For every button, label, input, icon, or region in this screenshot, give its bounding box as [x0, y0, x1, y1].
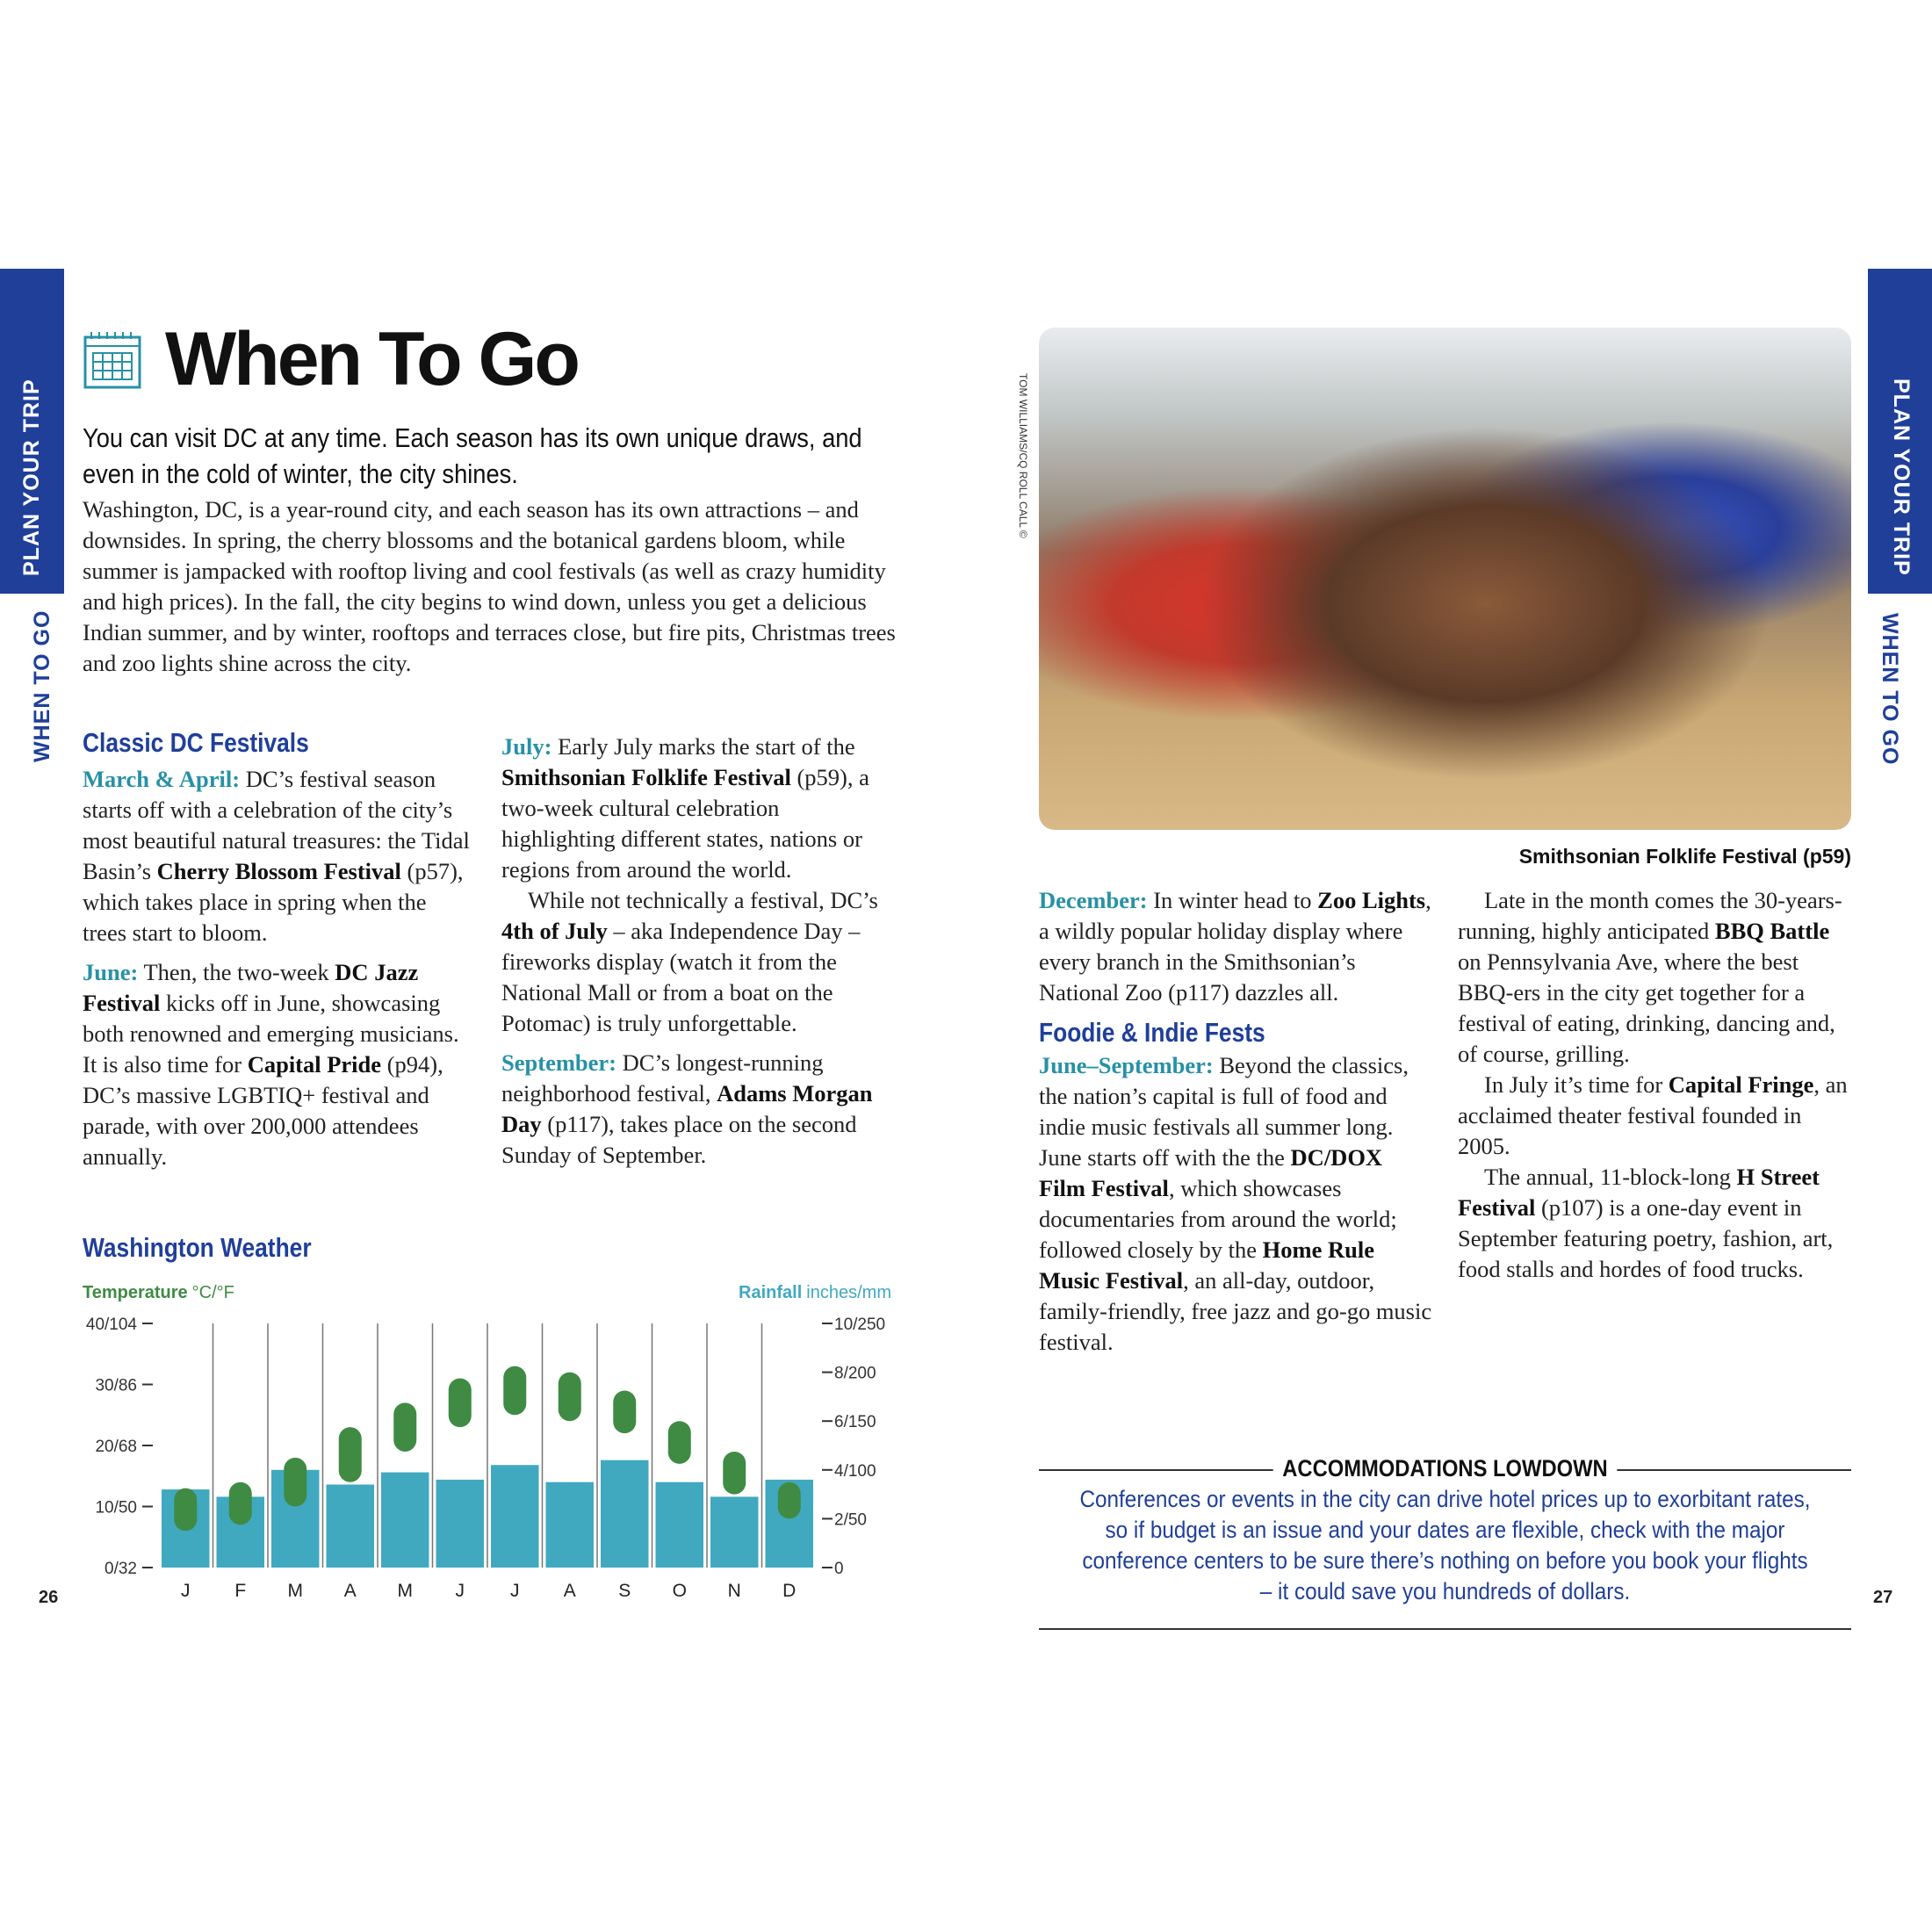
- rainfall-bar: [491, 1465, 539, 1568]
- temperature-legend: Temperature °C/°F: [83, 1283, 234, 1302]
- text-run: (p107) is a one-day event in September featuring poetry, fashion, art, food stalls and hordes of food trucks.: [1458, 1194, 1834, 1282]
- temperature-range: [393, 1402, 416, 1452]
- month-label: A: [343, 1581, 357, 1601]
- temperature-range: [778, 1482, 801, 1519]
- paragraph-lead: June–September:: [1039, 1052, 1214, 1078]
- text-run: (p59), a two-week cultural celebration highlighting different states, nations or regions from around the world.: [501, 764, 869, 883]
- rainfall-bar: [601, 1460, 649, 1568]
- bold-term: Zoo Lights: [1317, 887, 1426, 913]
- month-label: D: [782, 1581, 797, 1601]
- bold-term: Home Rule Music Festival: [1039, 1236, 1374, 1294]
- festival-paragraph: [1039, 1050, 1434, 1358]
- festival-paragraph: [1039, 885, 1434, 1008]
- text-run: kicks off in June, showcasing both renowned and emerging musicians. It is also time for: [83, 990, 459, 1078]
- text-run: (p117), takes place on the second Sunday of September.: [501, 1111, 857, 1168]
- weather-chart: [70, 1273, 913, 1616]
- month-label: O: [672, 1581, 687, 1601]
- rainfall-bar: [381, 1473, 429, 1568]
- section-tab-label: PLAN YOUR TRIP: [19, 378, 44, 576]
- festival-paragraph: [83, 764, 473, 948]
- photo-caption: Smithsonian Folklife Festival (p59): [1518, 845, 1851, 868]
- temp-tick-label: 20/68: [95, 1438, 137, 1456]
- text-run: While not technically a festival, DC’s: [528, 887, 878, 913]
- text-run: on Pennsylvania Ave, where the best BBQ-ers in the city get together for a festival of eating, drinking, dancing and, of course, grilling.: [1458, 948, 1835, 1067]
- text-run: The annual, 11-block-long: [1484, 1164, 1737, 1190]
- calendar-icon: [83, 330, 142, 390]
- month-label: J: [181, 1581, 191, 1601]
- festival-paragraph: [83, 957, 473, 1172]
- temperature-range: [339, 1427, 362, 1482]
- bold-term: Capital Fringe: [1668, 1071, 1814, 1098]
- temperature-range: [229, 1482, 252, 1525]
- temperature-range: [284, 1458, 306, 1507]
- chapter-tab-label: WHEN TO GO: [1878, 613, 1902, 766]
- text-run: In July it’s time for: [1484, 1071, 1669, 1098]
- festival-photo: [1039, 328, 1851, 830]
- paragraph-lead: June:: [83, 959, 139, 985]
- text-run: , an acclaimed theater festival founded in 2005.: [1458, 1071, 1848, 1159]
- temperature-range: [668, 1421, 691, 1464]
- rainfall-bar: [436, 1480, 485, 1568]
- bold-term: DC Jazz Festival: [83, 959, 419, 1016]
- festival-paragraph: [501, 1048, 897, 1171]
- rainfall-legend: Rainfall inches/mm: [739, 1283, 891, 1302]
- divider: [1039, 1628, 1851, 1630]
- section-tab-left: [0, 269, 64, 594]
- temperature-range: [613, 1390, 636, 1433]
- paragraph-lead: December:: [1039, 887, 1148, 913]
- bold-term: BBQ Battle: [1714, 918, 1830, 944]
- temperature-range: [559, 1373, 581, 1422]
- rain-tick-label: 6/150: [834, 1413, 876, 1432]
- festival-paragraph: [1458, 1070, 1853, 1162]
- text-run: , an all-day, outdoor, family-friendly, free jazz and go-go music festival.: [1039, 1267, 1432, 1355]
- rain-tick-label: 8/200: [834, 1364, 876, 1383]
- festival-paragraph: [1458, 1162, 1853, 1285]
- month-label: F: [234, 1581, 247, 1601]
- month-label: M: [397, 1581, 413, 1601]
- rain-tick-label: 2/50: [834, 1510, 867, 1530]
- temperature-range: [174, 1489, 197, 1532]
- text-run: DC’s festival season starts off with a celebration of the city’s most beautiful natural treasures: the Tidal Basin’s: [83, 766, 470, 884]
- festival-paragraph: [501, 885, 897, 1039]
- accommodations-text: Conferences or events in the city can drive hotel prices up to exorbitant rates, so if budget is an issue and your dates are flexible, check with the major conference centers to be sure there’s nothing on before you book your flights – it could save you hundreds of dollars.: [1079, 1486, 1811, 1604]
- rainfall-bar: [656, 1482, 704, 1568]
- rain-tick-label: 10/250: [834, 1316, 886, 1334]
- month-label: N: [727, 1581, 741, 1601]
- page-number: 27: [1873, 1588, 1893, 1607]
- section-tab-right: [1868, 269, 1932, 594]
- month-label: J: [510, 1581, 520, 1601]
- month-label: J: [455, 1581, 465, 1601]
- temp-tick-label: 10/50: [95, 1498, 137, 1517]
- accommodations-title: ACCOMMODATIONS LOWDOWN: [1273, 1455, 1618, 1482]
- text-run: Then, the two-week: [138, 959, 335, 985]
- text-run: Beyond the classics, the nation’s capital is full of food and indie music festivals all summer long. June starts off with the the: [1039, 1052, 1409, 1171]
- accommodations-box-title: [1039, 1455, 1851, 1482]
- section-tab-label: PLAN YOUR TRIP: [1889, 378, 1914, 576]
- intro-text: You can visit DC at any time. Each season has its own unique draws, and even in the cold of winter, the city shines.: [83, 422, 862, 489]
- rainfall-bar: [546, 1482, 595, 1568]
- text-run: – aka Independence Day – fireworks display (watch it from the National Mall or from a boat on the Potomac) is truly unforgettable.: [501, 918, 861, 1036]
- bold-term: Cherry Blossom Festival: [156, 858, 401, 884]
- text-run: DC’s longest-running neighborhood festival,: [501, 1049, 824, 1107]
- temp-tick-label: 40/104: [85, 1316, 137, 1334]
- text-run: Late in the month comes the 30-years-running, highly anticipated: [1458, 887, 1842, 944]
- text-run: Early July marks the start of the: [551, 733, 855, 760]
- paragraph-lead: September:: [501, 1049, 616, 1076]
- temperature-range: [503, 1366, 526, 1416]
- temperature-range: [449, 1379, 472, 1428]
- weather-heading: Washington Weather: [83, 1232, 312, 1263]
- page-title: When To Go: [165, 317, 578, 401]
- rainfall-bar: [710, 1496, 759, 1568]
- festival-paragraph: [501, 732, 897, 885]
- month-label: S: [618, 1581, 631, 1601]
- temperature-range: [723, 1452, 746, 1495]
- foodie-heading: Foodie & Indie Fests: [1039, 1017, 1265, 1048]
- chapter-tab-label: WHEN TO GO: [30, 609, 54, 762]
- bold-term: Adams Morgan Day: [501, 1080, 873, 1137]
- body-text: Washington, DC, is a year-round city, and each season has its own attractions – and downsides. In spring, the cherry blossoms and the botanical gardens bloom, while summer is jampacked with rooftop living and cool festivals (as well as crazy humidity and high prices). In the fall, the city begins to wind down, unless you get a delicious Indian summer, and by winter, rooftops and terraces close, but fire pits, Christmas trees and zoo lights shine across the city.: [83, 496, 896, 676]
- text-run: In winter head to: [1147, 887, 1318, 913]
- bold-term: Smithsonian Folklife Festival: [501, 764, 791, 790]
- bold-term: H Street Festival: [1458, 1164, 1820, 1221]
- text-run: , which showcases documentaries from around the world; followed closely by the: [1039, 1175, 1397, 1263]
- photo-credit: TOM WILLIAMS/CQ ROLL CALL ©: [1017, 373, 1029, 538]
- rain-tick-label: 4/100: [834, 1461, 876, 1481]
- bold-term: Capital Pride: [247, 1051, 382, 1078]
- bold-term: 4th of July: [501, 918, 608, 944]
- classic-festivals-heading: Classic DC Festivals: [83, 727, 309, 758]
- text-run: , a wildly popular holiday display where every branch in the Smithsonian’s National Zoo (p117) dazzles all.: [1039, 887, 1431, 1006]
- rain-tick-label: 0: [834, 1560, 844, 1578]
- text-run: (p57), which takes place in spring when the trees start to bloom.: [83, 858, 464, 946]
- month-label: M: [287, 1581, 303, 1601]
- rainfall-bar: [327, 1484, 375, 1568]
- page-number: 26: [39, 1588, 59, 1607]
- text-run: (p94), DC’s massive LGBTIQ+ festival and parade, with over 200,000 attendees annually.: [83, 1051, 443, 1170]
- temp-tick-label: 30/86: [95, 1376, 137, 1395]
- paragraph-lead: July:: [501, 733, 552, 760]
- bold-term: DC/DOX Film Festival: [1039, 1144, 1383, 1201]
- month-label: A: [563, 1581, 576, 1601]
- festival-paragraph: [1458, 885, 1853, 1070]
- temp-tick-label: 0/32: [105, 1560, 137, 1578]
- paragraph-lead: March & April:: [83, 766, 241, 792]
